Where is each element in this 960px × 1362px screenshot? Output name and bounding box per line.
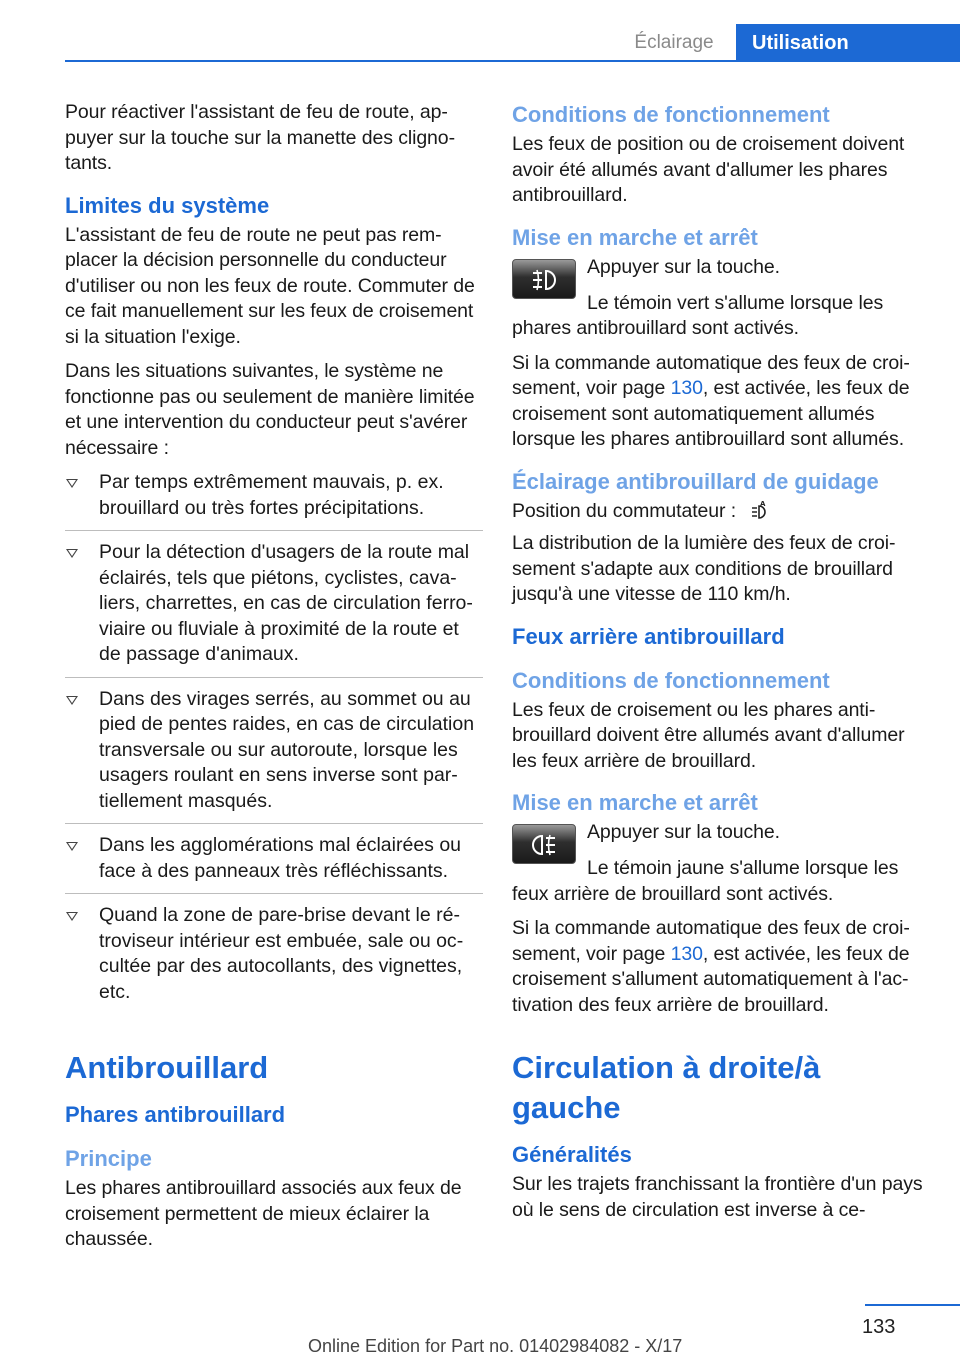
- section-tab[interactable]: Éclairage: [634, 32, 714, 53]
- limits-paragraph-2: Dans les situations suivantes, le système ne fonctionne pas ou seulement de manière limitée et une intervention du conducteur peut s'avérer nécessaire :: [65, 360, 475, 459]
- bullet-triangle-icon: [66, 842, 78, 851]
- limits-paragraph-1: L'assistant de feu de route ne peut pas remplacer la décision personnelle du conducteur d'utiliser ou non les feux de route. Commuter de ce fait manuellement sur les feux de croisement si la situation l'exige.: [65, 223, 475, 348]
- on-off-heading: Mise en marche et arrêt: [512, 224, 758, 250]
- list-item: Quand la zone de pare-brise devant le rétroviseur intérieur est embuée, sale ou occultée par des autocollants, des vignettes, etc.: [65, 903, 483, 1014]
- principle-paragraph: Les phares antibrouillard associés aux feux de croisement permettent de mieux éclairer la chaussée.: [65, 1177, 462, 1250]
- bullet-triangle-icon: [66, 912, 78, 921]
- rear-fog-heading: Feux arrière antibrouillard: [512, 623, 785, 649]
- front-fog-indicator-text: Le témoin vert s'allume lorsque les phares antibrouillard sont activés.: [512, 291, 884, 339]
- principle-heading: Principe: [65, 1146, 152, 1171]
- footer-rule: [865, 1304, 960, 1306]
- page-number: 133: [862, 1316, 896, 1338]
- guide-heading: Éclairage antibrouillard de guidage: [512, 468, 879, 494]
- guide-position-text: Position du commutateur : A: [512, 499, 932, 528]
- front-fog-light-icon: [512, 259, 576, 299]
- conditions-heading: Conditions de fonctionnement: [512, 102, 830, 127]
- auto-fog-switch-icon: [749, 500, 769, 528]
- bullet-triangle-icon: [66, 549, 78, 558]
- front-fog-heading: Phares antibrouillard: [65, 1102, 286, 1127]
- intro-paragraph: Pour réactiver l'assistant de feu de route, appuyer sur la touche sur la manette des clignotants.: [65, 101, 456, 174]
- front-fog-instruction: [512, 255, 932, 319]
- edition-footer: Online Edition for Part no. 01402984082 - X/17: [308, 1336, 683, 1356]
- rear-conditions-heading: Conditions de fonctionnement: [512, 667, 830, 693]
- svg-text:A: A: [760, 499, 766, 508]
- fog-title: Antibrouillard: [65, 1050, 269, 1085]
- rear-on-off-heading: Mise en marche et arrêt: [512, 790, 758, 815]
- rear-fog-instruction: [512, 820, 932, 884]
- auto-rear-paragraph: Si la commande automatique des feux de croisement, voir page 130, est activée, les feux de croisement s'allument automatiquement à l'activation des feux arrière de brouillard.: [512, 917, 910, 1016]
- chapter-tab[interactable]: Utilisation: [736, 24, 960, 62]
- conditions-paragraph: Les feux de position ou de croisement doivent avoir été allumés avant d'allumer les phares antibrouillard.: [512, 133, 905, 206]
- page-link[interactable]: 130: [670, 377, 703, 399]
- limits-list: [65, 470, 483, 1014]
- limits-heading: Limites du système: [65, 192, 270, 218]
- list-item: Par temps extrêmement mauvais, p. ex. brouillard ou très fortes précipitations.: [65, 470, 483, 531]
- left-column: [65, 100, 483, 1262]
- bullet-triangle-icon: [66, 479, 78, 488]
- bullet-triangle-icon: [66, 696, 78, 705]
- traffic-title: Circulation à droite/à gauche: [512, 1050, 821, 1125]
- right-column: [512, 100, 932, 1232]
- header-rule: [65, 60, 960, 62]
- list-item: Dans des virages serrés, au sommet ou au pied de pentes raides, en cas de circulation transversale ou sur autoroute, lorsque les usagers roulant en sens inverse sont partiellement masqués.: [65, 687, 483, 825]
- general-paragraph: Sur les trajets franchissant la frontière d'un pays où le sens de circulation est inverse à ce-: [512, 1173, 923, 1221]
- list-item: Pour la détection d'usagers de la route mal éclairés, tels que piétons, cyclistes, cavaliers, charrettes, en cas de circulation ferroviaire ou fluviale à proximité de la route et de passage d'animaux.: [65, 540, 483, 678]
- rear-conditions-paragraph: Les feux de croisement ou les phares antibrouillard doivent être allumés avant d'allumer les feux arrière de brouillard.: [512, 698, 905, 772]
- guide-paragraph: La distribution de la lumière des feux de croisement s'adapte aux conditions de brouillard jusqu'à une vitesse de 110 km/h.: [512, 532, 896, 605]
- general-heading: Généralités: [512, 1142, 632, 1167]
- rear-fog-press-text: Appuyer sur la touche.: [587, 821, 780, 843]
- front-fog-press-text: Appuyer sur la touche.: [587, 255, 780, 278]
- page-link[interactable]: 130: [670, 942, 703, 965]
- rear-fog-light-icon: [512, 824, 576, 864]
- rear-fog-indicator-text: Le témoin jaune s'allume lorsque les feux arrière de brouillard sont activés.: [512, 857, 899, 905]
- list-item: Dans les agglomérations mal éclairées ou face à des panneaux très réfléchissants.: [65, 833, 483, 894]
- auto-front-paragraph: Si la commande automatique des feux de croisement, voir page 130, est activée, les feux de croisement sont automatiquement allumés lorsque les phares antibrouillard sont allumés.: [512, 351, 910, 450]
